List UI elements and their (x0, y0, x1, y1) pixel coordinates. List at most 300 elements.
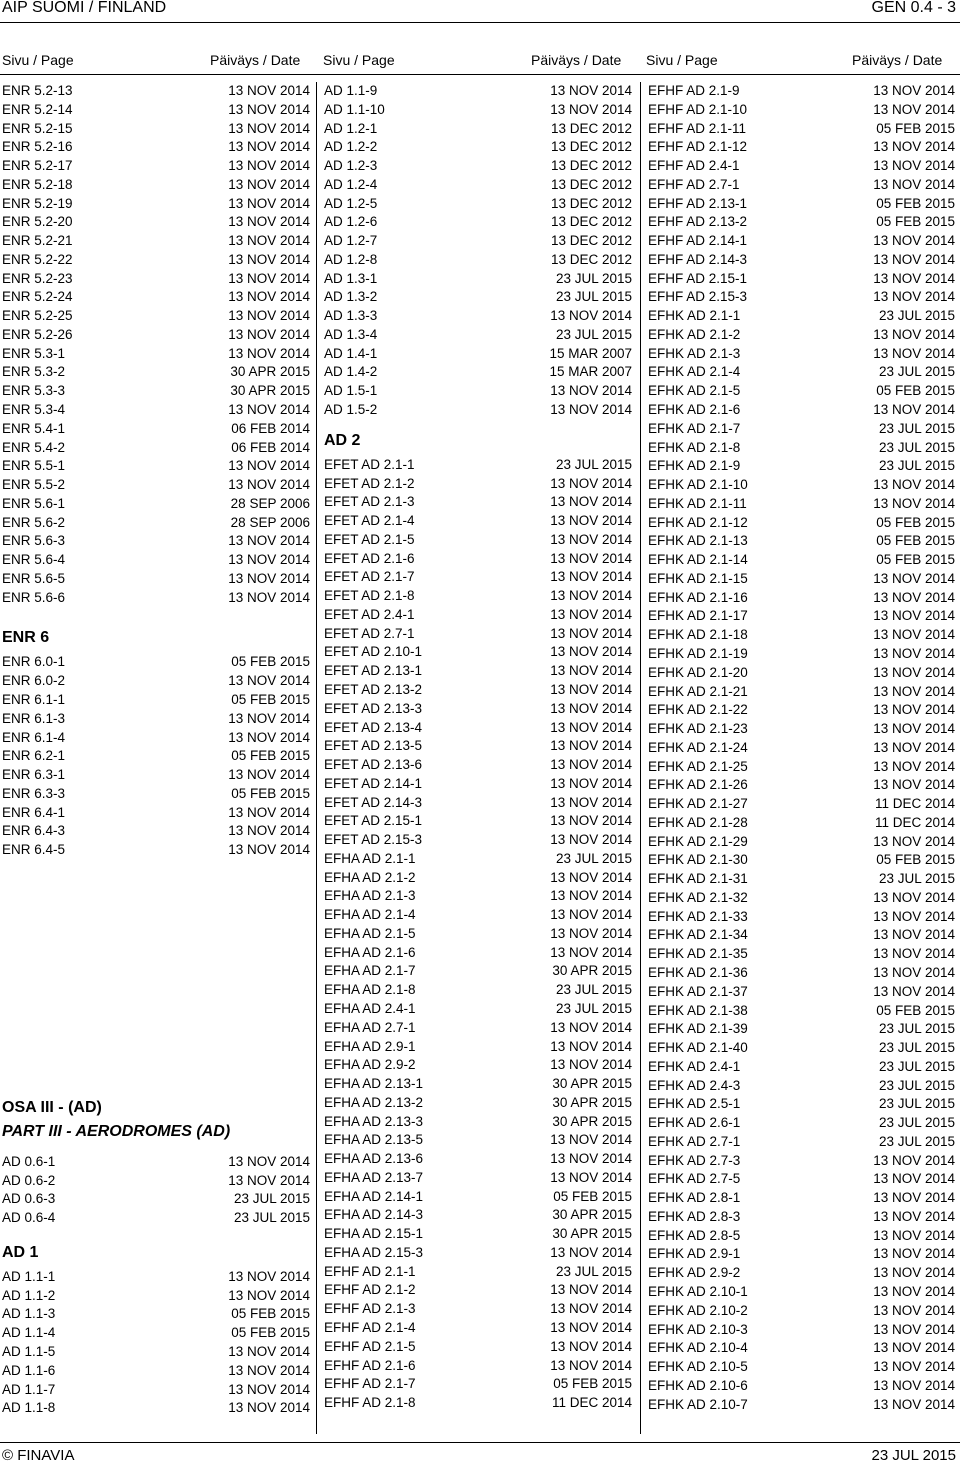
page-ref: AD 1.1-2 (2, 1287, 56, 1303)
page-date: 13 NOV 2014 (550, 832, 632, 848)
page-date: 05 FEB 2015 (231, 1325, 310, 1341)
page-date: 13 NOV 2014 (228, 214, 310, 230)
page-date: 05 FEB 2015 (876, 383, 955, 399)
list-item (324, 1281, 632, 1300)
page-date: 13 NOV 2014 (228, 823, 310, 839)
list-item (648, 795, 955, 814)
page-date: 13 NOV 2014 (228, 533, 310, 549)
list-item (324, 962, 632, 981)
page-date: 06 FEB 2014 (231, 439, 310, 455)
page-ref: EFHK AD 2.1-9 (648, 458, 741, 474)
page-date: 13 NOV 2014 (873, 251, 955, 267)
list-item (324, 944, 632, 963)
list-item (648, 495, 955, 514)
page-ref: EFHK AD 2.1-6 (648, 402, 741, 418)
list-item (2, 785, 310, 804)
page-date: 13 NOV 2014 (550, 944, 632, 960)
row-group (2, 82, 310, 607)
page-ref: EFHK AD 2.1-5 (648, 383, 741, 399)
page-ref: EFHK AD 2.1-3 (648, 345, 741, 361)
page-date: 13 NOV 2014 (873, 927, 955, 943)
page-date: 13 NOV 2014 (550, 869, 632, 885)
page-date: 13 NOV 2014 (228, 552, 310, 568)
page-ref: AD 1.3-4 (324, 326, 378, 342)
page-date: 13 NOV 2014 (550, 757, 632, 773)
page-ref: EFHK AD 2.1-27 (648, 796, 748, 812)
list-item (648, 645, 955, 664)
list-item (648, 476, 955, 495)
row-group (2, 1153, 310, 1228)
footer-date: 23 JUL 2015 (871, 1447, 956, 1464)
list-item (2, 1268, 310, 1287)
page-date: 05 FEB 2015 (876, 552, 955, 568)
list-item (324, 345, 632, 364)
page-date: 13 NOV 2014 (550, 1244, 632, 1260)
page-ref: EFHK AD 2.1-18 (648, 627, 748, 643)
page-ref: ENR 5.5-2 (2, 477, 66, 493)
page-date: 13 NOV 2014 (873, 1284, 955, 1299)
list-item (2, 514, 310, 533)
list-item (324, 82, 632, 101)
row-group (324, 456, 632, 1413)
page-date: 13 NOV 2014 (550, 1151, 632, 1167)
page-date: 13 NOV 2014 (550, 888, 632, 904)
list-item (324, 1263, 632, 1282)
list-item (2, 288, 310, 307)
page-ref: EFHA AD 2.1-4 (324, 907, 416, 923)
page-ref: AD 0.6-3 (2, 1191, 56, 1207)
page-ref: EFHK AD 2.4-3 (648, 1077, 741, 1093)
page-date: 13 NOV 2014 (873, 570, 955, 586)
page-ref: EFHK AD 2.1-11 (648, 495, 747, 511)
page-date: 15 MAR 2007 (549, 345, 632, 361)
list-item (2, 1209, 310, 1228)
list-item (324, 643, 632, 662)
page-ref: AD 1.3-1 (324, 270, 378, 286)
list-item (648, 739, 955, 758)
list-item (648, 1152, 955, 1171)
page-date: 05 FEB 2015 (876, 214, 955, 230)
page-ref: AD 1.3-2 (324, 289, 378, 305)
page-date: 05 FEB 2015 (876, 120, 955, 136)
page-date: 23 JUL 2015 (878, 1115, 955, 1131)
list-item (324, 1244, 632, 1263)
list-item (2, 270, 310, 289)
list-item (324, 831, 632, 850)
list-item (324, 1169, 632, 1188)
page-date: 13 NOV 2014 (228, 120, 310, 136)
list-item (648, 701, 955, 720)
list-item (648, 1358, 955, 1377)
page-date: 13 NOV 2014 (873, 1321, 955, 1337)
page-ref: AD 1.4-1 (324, 345, 378, 361)
list-item (648, 82, 955, 101)
page-date: 13 NOV 2014 (550, 402, 632, 418)
page-ref: EFET AD 2.4-1 (324, 606, 415, 622)
page-date: 13 NOV 2014 (873, 889, 955, 905)
page-ref: ENR 5.4-1 (2, 420, 66, 436)
page-ref: EFHA AD 2.15-1 (324, 1226, 424, 1242)
page-date: 13 DEC 2012 (550, 195, 632, 211)
page-ref: EFHA AD 2.7-1 (324, 1019, 416, 1035)
page-ref: ENR 5.2-26 (2, 326, 73, 342)
page-ref: EFHK AD 2.10-7 (648, 1396, 748, 1412)
page-date: 13 NOV 2014 (550, 606, 632, 622)
list-item (2, 653, 310, 672)
page-date: 13 NOV 2014 (873, 645, 955, 661)
list-item (324, 363, 632, 382)
page-date: 13 NOV 2014 (550, 1320, 632, 1335)
list-item (2, 232, 310, 251)
page-date: 13 NOV 2014 (550, 550, 632, 566)
page-date: 13 NOV 2014 (228, 589, 310, 605)
page-date: 13 NOV 2014 (873, 908, 955, 924)
page-ref: ENR 5.3-2 (2, 364, 66, 380)
list-item (648, 514, 955, 533)
page-ref: EFHK AD 2.10-5 (648, 1359, 748, 1375)
page-ref: EFHK AD 2.10-3 (648, 1321, 748, 1337)
list-item (324, 1375, 632, 1394)
page-date: 13 NOV 2014 (550, 644, 632, 660)
page-ref: ENR 5.3-3 (2, 383, 66, 399)
list-item (2, 457, 310, 476)
list-item (2, 176, 310, 195)
page-date: 05 FEB 2015 (231, 785, 310, 801)
page-ref: EFHK AD 2.8-5 (648, 1227, 741, 1243)
page-ref: EFHK AD 2.1-23 (648, 721, 748, 737)
list-item (648, 1039, 955, 1058)
page-date: 13 NOV 2014 (550, 1169, 632, 1185)
page-date: 23 JUL 2015 (878, 439, 955, 455)
list-item (324, 1000, 632, 1019)
page-ref: EFHF AD 2.13-1 (648, 195, 748, 211)
page-ref: ENR 6.4-3 (2, 823, 66, 839)
page-ref: EFHK AD 2.1-4 (648, 364, 741, 380)
page-ref: EFHK AD 2.1-19 (648, 645, 748, 661)
page-ref: EFHK AD 2.7-1 (648, 1133, 741, 1149)
list-item (2, 841, 310, 860)
page-date: 13 NOV 2014 (228, 842, 310, 858)
page-ref: EFET AD 2.7-1 (324, 625, 415, 641)
list-item (648, 1227, 955, 1246)
page-ref: EFHK AD 2.9-1 (648, 1246, 741, 1262)
page-ref: EFHF AD 2.1-1 (324, 1263, 416, 1279)
page-date: 23 JUL 2015 (878, 871, 955, 887)
page-ref: EFHK AD 2.1-1 (648, 308, 741, 324)
page-date: 30 APR 2015 (552, 963, 632, 979)
page-date: 23 JUL 2015 (878, 1133, 955, 1149)
page-ref: EFHK AD 2.1-31 (648, 871, 748, 887)
list-item (2, 326, 310, 345)
page-ref: EFHK AD 2.1-15 (648, 570, 748, 586)
part-title-en: PART III - AERODROMES (AD) (2, 1122, 231, 1140)
list-item (2, 729, 310, 748)
list-item (2, 476, 310, 495)
page-ref: ENR 5.2-24 (2, 289, 73, 305)
page-ref: EFHK AD 2.10-1 (648, 1284, 748, 1299)
col2-date-label: Päiväys / Date (531, 52, 622, 68)
page-date: 13 NOV 2014 (873, 83, 955, 98)
list-item (2, 1343, 310, 1362)
list-item (2, 766, 310, 785)
list-item (324, 157, 632, 176)
page-date: 30 APR 2015 (230, 383, 310, 399)
page-date: 13 NOV 2014 (873, 983, 955, 999)
page-ref: EFHK AD 2.8-1 (648, 1190, 741, 1206)
document-title: AIP SUOMI / FINLAND (2, 0, 167, 16)
page-date: 13 NOV 2014 (228, 673, 310, 689)
page-ref: ENR 5.2-18 (2, 176, 73, 192)
list-item (2, 1305, 310, 1324)
page-date: 13 NOV 2014 (873, 589, 955, 605)
list-item (324, 1056, 632, 1075)
page-ref: EFET AD 2.1-6 (324, 550, 415, 566)
list-item (648, 945, 955, 964)
page-date: 23 JUL 2015 (878, 1096, 955, 1112)
page-ref: ENR 5.2-25 (2, 308, 73, 324)
list-item (648, 232, 955, 251)
page-ref: EFET AD 2.1-2 (324, 475, 415, 491)
list-item (648, 833, 955, 852)
page-ref: EFHA AD 2.14-3 (324, 1207, 424, 1223)
list-item (648, 1020, 955, 1039)
list-item (324, 326, 632, 345)
page-date: 13 NOV 2014 (873, 158, 955, 174)
page-date: 23 JUL 2015 (555, 982, 632, 998)
list-item (324, 195, 632, 214)
list-item (2, 401, 310, 420)
page-date: 13 NOV 2014 (873, 1340, 955, 1356)
list-item (324, 1131, 632, 1150)
page-date: 13 NOV 2014 (550, 775, 632, 791)
page-date: 23 JUL 2015 (878, 1077, 955, 1093)
section-heading-ad1: AD 1 (2, 1243, 39, 1261)
list-item (324, 232, 632, 251)
list-item (324, 531, 632, 550)
page-date: 13 NOV 2014 (873, 721, 955, 737)
page-ref: EFHA AD 2.9-1 (324, 1038, 416, 1054)
page-ref: EFHK AD 2.5-1 (648, 1096, 741, 1112)
page-date: 13 NOV 2014 (228, 402, 310, 418)
page-ref: EFHA AD 2.13-1 (324, 1076, 424, 1092)
page-date: 13 NOV 2014 (228, 345, 310, 361)
page-date: 05 FEB 2015 (553, 1188, 632, 1204)
page-ref: EFHK AD 2.4-1 (648, 1058, 741, 1074)
page-date: 13 NOV 2014 (550, 925, 632, 941)
page-ref: AD 1.5-2 (324, 402, 378, 418)
list-item (324, 1357, 632, 1376)
page-ref: AD 1.2-5 (324, 195, 378, 211)
list-item (648, 307, 955, 326)
page-date: 23 JUL 2015 (555, 850, 632, 866)
page-date: 13 NOV 2014 (873, 1377, 955, 1393)
page-ref: AD 1.2-2 (324, 139, 378, 155)
list-item (648, 1396, 955, 1415)
page-ref: EFET AD 2.13-5 (324, 738, 423, 754)
page-date: 13 NOV 2014 (550, 101, 632, 117)
page-ref: ENR 5.2-21 (2, 233, 73, 249)
list-item (324, 1319, 632, 1338)
page-ref: EFHK AD 2.1-17 (648, 608, 748, 624)
list-item (324, 288, 632, 307)
page-date: 23 JUL 2015 (233, 1191, 310, 1207)
list-item (324, 456, 632, 475)
page-ref: EFHK AD 2.1-38 (648, 1002, 748, 1018)
page-date: 13 NOV 2014 (228, 767, 310, 783)
page-date: 13 NOV 2014 (873, 664, 955, 680)
page-ref: EFET AD 2.13-2 (324, 681, 423, 697)
row-group (2, 1268, 310, 1418)
page-ref: AD 1.2-7 (324, 233, 378, 249)
page-date: 23 JUL 2015 (878, 458, 955, 474)
page-ref: EFHK AD 2.8-3 (648, 1208, 741, 1224)
list-item (2, 363, 310, 382)
list-item (648, 1058, 955, 1077)
page-ref: EFHA AD 2.1-8 (324, 982, 416, 998)
page-date: 13 DEC 2012 (550, 251, 632, 267)
list-item (2, 672, 310, 691)
page-date: 13 NOV 2014 (228, 326, 310, 342)
page-date: 13 NOV 2014 (550, 1338, 632, 1354)
list-item (648, 213, 955, 232)
column-header-rule (0, 74, 960, 75)
page-ref: EFHK AD 2.1-35 (648, 946, 748, 962)
page-date: 13 NOV 2014 (873, 739, 955, 755)
list-item (648, 720, 955, 739)
page-ref: ENR 5.6-6 (2, 589, 66, 605)
copyright: © FINAVIA (2, 1447, 75, 1464)
page-date: 13 NOV 2014 (550, 83, 632, 98)
list-item (648, 814, 955, 833)
page-ref: ENR 5.6-3 (2, 533, 66, 549)
page-ref: EFHF AD 2.1-3 (324, 1301, 416, 1317)
page-date: 13 NOV 2014 (550, 1282, 632, 1298)
list-item (648, 1377, 955, 1396)
page-date: 13 NOV 2014 (873, 326, 955, 342)
page-ref: ENR 5.3-1 (2, 345, 66, 361)
page-date: 23 JUL 2015 (555, 1000, 632, 1016)
page-ref: AD 1.1-6 (2, 1362, 56, 1378)
page-date: 05 FEB 2015 (876, 195, 955, 211)
page-date: 28 SEP 2006 (230, 514, 310, 530)
page-ref: EFET AD 2.13-4 (324, 719, 423, 735)
list-item (2, 747, 310, 766)
list-item (324, 1019, 632, 1038)
list-item (648, 1321, 955, 1340)
list-item (2, 1381, 310, 1400)
page-date: 13 NOV 2014 (873, 176, 955, 192)
page-date: 13 NOV 2014 (550, 700, 632, 716)
list-item (2, 251, 310, 270)
page-ref: AD 1.1-5 (2, 1343, 56, 1359)
page-date: 13 NOV 2014 (550, 907, 632, 923)
page-ref: EFET AD 2.1-7 (324, 569, 415, 585)
page-date: 13 NOV 2014 (873, 1190, 955, 1206)
page-ref: EFHK AD 2.1-8 (648, 439, 741, 455)
list-item (648, 1002, 955, 1021)
row-group (2, 653, 310, 859)
list-item (648, 964, 955, 983)
page-ref: AD 1.2-1 (324, 120, 378, 136)
page-date: 13 NOV 2014 (228, 477, 310, 493)
page-date: 13 DEC 2012 (550, 120, 632, 136)
list-item (324, 625, 632, 644)
page-ref: EFHF AD 2.1-2 (324, 1282, 416, 1298)
list-item (324, 812, 632, 831)
page-date: 13 NOV 2014 (873, 1246, 955, 1262)
page-ref: ENR 5.2-16 (2, 139, 73, 155)
spacer (2, 1145, 310, 1153)
page-ref: AD 1.1-7 (2, 1381, 56, 1397)
page-date: 05 FEB 2015 (876, 852, 955, 868)
page-ref: AD 1.2-3 (324, 158, 378, 174)
page-date: 13 NOV 2014 (228, 1153, 310, 1169)
list-item (2, 1153, 310, 1172)
page-ref: EFHK AD 2.1-29 (648, 833, 748, 849)
list-item (648, 758, 955, 777)
page-ref: EFHK AD 2.10-6 (648, 1377, 748, 1393)
page-ref: EFHA AD 2.13-7 (324, 1169, 424, 1185)
page-ref: EFHK AD 2.1-25 (648, 758, 748, 774)
column-3 (648, 82, 955, 1414)
list-item (648, 251, 955, 270)
list-item (324, 681, 632, 700)
list-item (324, 719, 632, 738)
page-date: 11 DEC 2014 (874, 796, 955, 812)
list-item (648, 870, 955, 889)
page-date: 30 APR 2015 (552, 1113, 632, 1129)
page-date: 13 NOV 2014 (550, 569, 632, 585)
page-ref: EFHK AD 2.1-7 (648, 420, 741, 436)
page-date: 05 FEB 2015 (876, 514, 955, 530)
list-item (648, 851, 955, 870)
col1-date-label: Päiväys / Date (210, 52, 301, 68)
list-item (648, 157, 955, 176)
list-item (648, 908, 955, 927)
page-date: 13 NOV 2014 (228, 1362, 310, 1378)
page-ref: ENR 5.6-5 (2, 570, 66, 586)
col3-page-label: Sivu / Page (646, 52, 718, 68)
list-item (648, 101, 955, 120)
page-ref: EFHF AD 2.14-3 (648, 251, 748, 267)
page-date: 13 NOV 2014 (550, 625, 632, 641)
list-item (324, 1300, 632, 1319)
page-date: 11 DEC 2014 (874, 814, 955, 830)
page-date: 05 FEB 2015 (876, 1002, 955, 1018)
page-ref: EFHA AD 2.14-1 (324, 1188, 424, 1204)
list-item (648, 120, 955, 139)
list-item (648, 1095, 955, 1114)
row-group (648, 82, 955, 1414)
page-ref: AD 1.1-10 (324, 101, 385, 117)
page-ref: EFHA AD 2.15-3 (324, 1244, 424, 1260)
page-date: 13 NOV 2014 (550, 308, 632, 324)
list-item (2, 1172, 310, 1191)
page-ref: EFHF AD 2.1-9 (648, 83, 740, 98)
page-date: 13 NOV 2014 (873, 683, 955, 699)
list-item (648, 176, 955, 195)
page-ref: EFHF AD 2.1-12 (648, 139, 748, 155)
page-ref: ENR 5.2-14 (2, 101, 73, 117)
page-ref: AD 1.3-3 (324, 308, 378, 324)
list-item (2, 120, 310, 139)
page-date: 23 JUL 2015 (233, 1210, 310, 1226)
list-item (2, 589, 310, 608)
page-ref: EFHA AD 2.1-7 (324, 963, 416, 979)
page-date: 13 NOV 2014 (550, 513, 632, 529)
page-ref: EFHK AD 2.1-26 (648, 777, 748, 793)
page-date: 23 JUL 2015 (878, 364, 955, 380)
